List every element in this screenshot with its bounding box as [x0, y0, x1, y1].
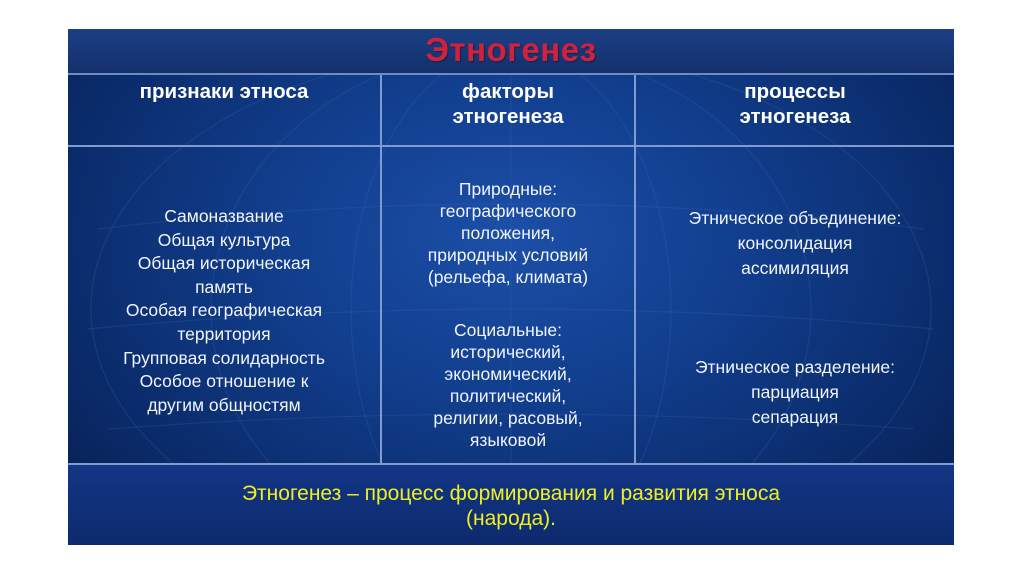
process-line: ассимиляция: [741, 258, 849, 278]
sign-line: память: [195, 276, 253, 297]
process-line: парциация: [751, 382, 839, 402]
header-divider: [68, 145, 954, 147]
header-factors: [382, 79, 634, 129]
header-processes-line: процессы: [744, 80, 846, 103]
sign-line: территория: [177, 323, 271, 344]
factor-line: Природные:: [458, 179, 558, 199]
title-bar: [68, 29, 954, 75]
definition-box: [68, 463, 954, 545]
header-processes-line: этногенеза: [739, 105, 851, 128]
sign-line: Особая географическая: [125, 300, 323, 321]
sign-line: Особое отношение к: [139, 371, 309, 392]
factor-line: (рельефа, климата): [427, 267, 589, 287]
factor-line: политический,: [449, 386, 567, 406]
factors-social: [382, 319, 634, 451]
sign-line: другим общностям: [147, 394, 301, 415]
process-line: Этническое разделение:: [694, 357, 896, 377]
definition-line: (народа).: [466, 507, 556, 530]
process-union: [636, 206, 954, 281]
process-line: сепарация: [751, 407, 839, 427]
factor-line: природных условий: [427, 245, 589, 265]
factor-line: исторический,: [450, 342, 566, 362]
definition-text: [68, 481, 954, 531]
definition-line: Этногенез – процесс формирования и развития этноса: [241, 482, 781, 505]
slide-title: Этногенез: [425, 31, 597, 68]
header-signs: [68, 79, 380, 104]
factor-line: Социальные:: [453, 320, 563, 340]
sign-line: Общая историческая: [137, 253, 311, 274]
sign-line: Групповая солидарность: [123, 347, 325, 368]
sign-line: Самоназвание: [164, 206, 284, 226]
process-line: Этническое объединение:: [688, 208, 902, 228]
slide: [68, 29, 954, 545]
factor-line: религии, расовый,: [433, 408, 583, 428]
header-signs-text: признаки этноса: [139, 80, 309, 103]
sign-line: Общая культура: [157, 229, 291, 250]
header-factors-line: факторы: [462, 80, 554, 103]
factor-line: положения,: [461, 223, 555, 243]
content-table: [68, 75, 954, 463]
factor-line: географического: [439, 201, 577, 221]
header-processes: [636, 79, 954, 129]
process-line: консолидация: [737, 233, 853, 253]
process-split: [636, 355, 954, 430]
factor-line: языковой: [469, 430, 547, 450]
factors-natural: [382, 178, 634, 288]
header-factors-line: этногенеза: [452, 105, 564, 128]
signs-list: [68, 205, 380, 417]
factor-line: экономический,: [444, 364, 572, 384]
